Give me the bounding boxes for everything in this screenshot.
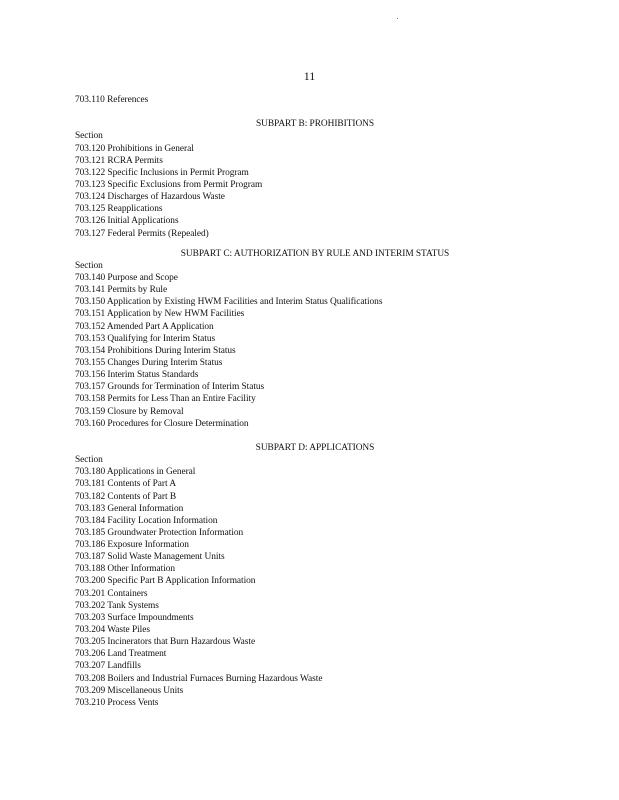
list-item: 703.205 Incinerators that Burn Hazardous Waste bbox=[75, 637, 256, 648]
list-item: 703.157 Grounds for Termination of Interim Status bbox=[75, 382, 265, 393]
list-item: 703.155 Changes During Interim Status bbox=[75, 357, 223, 368]
list-item: 703.204 Waste Piles bbox=[75, 625, 150, 636]
list-item: 703.201 Containers bbox=[75, 588, 148, 599]
list-item: 703.121 RCRA Permits bbox=[75, 155, 163, 166]
list-item: 703.159 Closure by Removal bbox=[75, 406, 184, 417]
list-item: 703.156 Interim Status Standards bbox=[75, 370, 199, 381]
top-entry: 703.110 References bbox=[75, 95, 149, 105]
spacer bbox=[75, 430, 555, 442]
stray-dot-mark bbox=[397, 18, 398, 19]
list-item: 703.122 Specific Inclusions in Permit Program bbox=[75, 167, 249, 178]
list-item: 703.120 Prohibitions in General bbox=[75, 143, 194, 154]
list-item: 703.150 Application by Existing HWM Facilities and Interim Status Qualifications bbox=[75, 297, 383, 308]
spacer bbox=[75, 240, 555, 248]
list-item: 703.151 Application by New HWM Facilities bbox=[75, 309, 245, 320]
list-item: 703.208 Boilers and Industrial Furnaces Burning Hazardous Waste bbox=[75, 673, 323, 684]
section-label: Section bbox=[75, 260, 103, 271]
subpart-b-heading: SUBPART B: PROHIBITIONS bbox=[255, 119, 375, 130]
list-item: 703.183 General Information bbox=[75, 503, 184, 514]
list-item: 703.124 Discharges of Hazardous Waste bbox=[75, 192, 225, 203]
list-item: 703.200 Specific Part B Application Information bbox=[75, 576, 256, 587]
list-item: 703.153 Qualifying for Interim Status bbox=[75, 333, 216, 344]
page-number: 11 bbox=[303, 69, 316, 83]
list-item: 703.141 Permits by Rule bbox=[75, 285, 168, 296]
subpart-b bbox=[75, 118, 555, 239]
list-item: 703.206 Land Treatment bbox=[75, 649, 167, 660]
list-item: 703.182 Contents of Part B bbox=[75, 491, 177, 502]
spacer bbox=[75, 106, 555, 118]
subpart-d-heading: SUBPART D: APPLICATIONS bbox=[255, 442, 375, 453]
list-item: 703.154 Prohibitions During Interim Status bbox=[75, 345, 236, 356]
list-item: 703.181 Contents of Part A bbox=[75, 479, 177, 490]
list-item: 703.125 Reapplications bbox=[75, 204, 163, 215]
subpart-c-heading: SUBPART C: AUTHORIZATION BY RULE AND INTERIM STATUS bbox=[180, 248, 450, 259]
list-item: 703.210 Process Vents bbox=[75, 697, 159, 708]
list-item: 703.209 Miscellaneous Units bbox=[75, 685, 184, 696]
list-item: 703.187 Solid Waste Management Units bbox=[75, 552, 225, 563]
list-item: 703.127 Federal Permits (Repealed) bbox=[75, 228, 209, 239]
list-item: 703.126 Initial Applications bbox=[75, 216, 179, 227]
list-item: 703.207 Landfills bbox=[75, 661, 141, 672]
list-item: 703.180 Applications in General bbox=[75, 467, 196, 478]
list-item: 703.160 Procedures for Closure Determination bbox=[75, 418, 249, 429]
list-item: 703.123 Specific Exclusions from Permit Program bbox=[75, 179, 263, 190]
subpart-d bbox=[75, 442, 555, 709]
list-item: 703.186 Exposure Information bbox=[75, 540, 189, 551]
list-item: 703.158 Permits for Less Than an Entire Facility bbox=[75, 394, 256, 405]
table-of-contents bbox=[75, 94, 555, 709]
section-label: Section bbox=[75, 131, 103, 142]
list-item: 703.185 Groundwater Protection Information bbox=[75, 527, 244, 538]
list-item: 703.152 Amended Part A Application bbox=[75, 321, 214, 332]
subpart-c bbox=[75, 248, 555, 430]
list-item: 703.203 Surface Impoundments bbox=[75, 612, 194, 623]
list-item: 703.140 Purpose and Scope bbox=[75, 272, 178, 283]
list-item: 703.184 Facility Location Information bbox=[75, 515, 218, 526]
section-label: Section bbox=[75, 455, 103, 466]
list-item: 703.188 Other Information bbox=[75, 564, 176, 575]
list-item: 703.202 Tank Systems bbox=[75, 600, 159, 611]
